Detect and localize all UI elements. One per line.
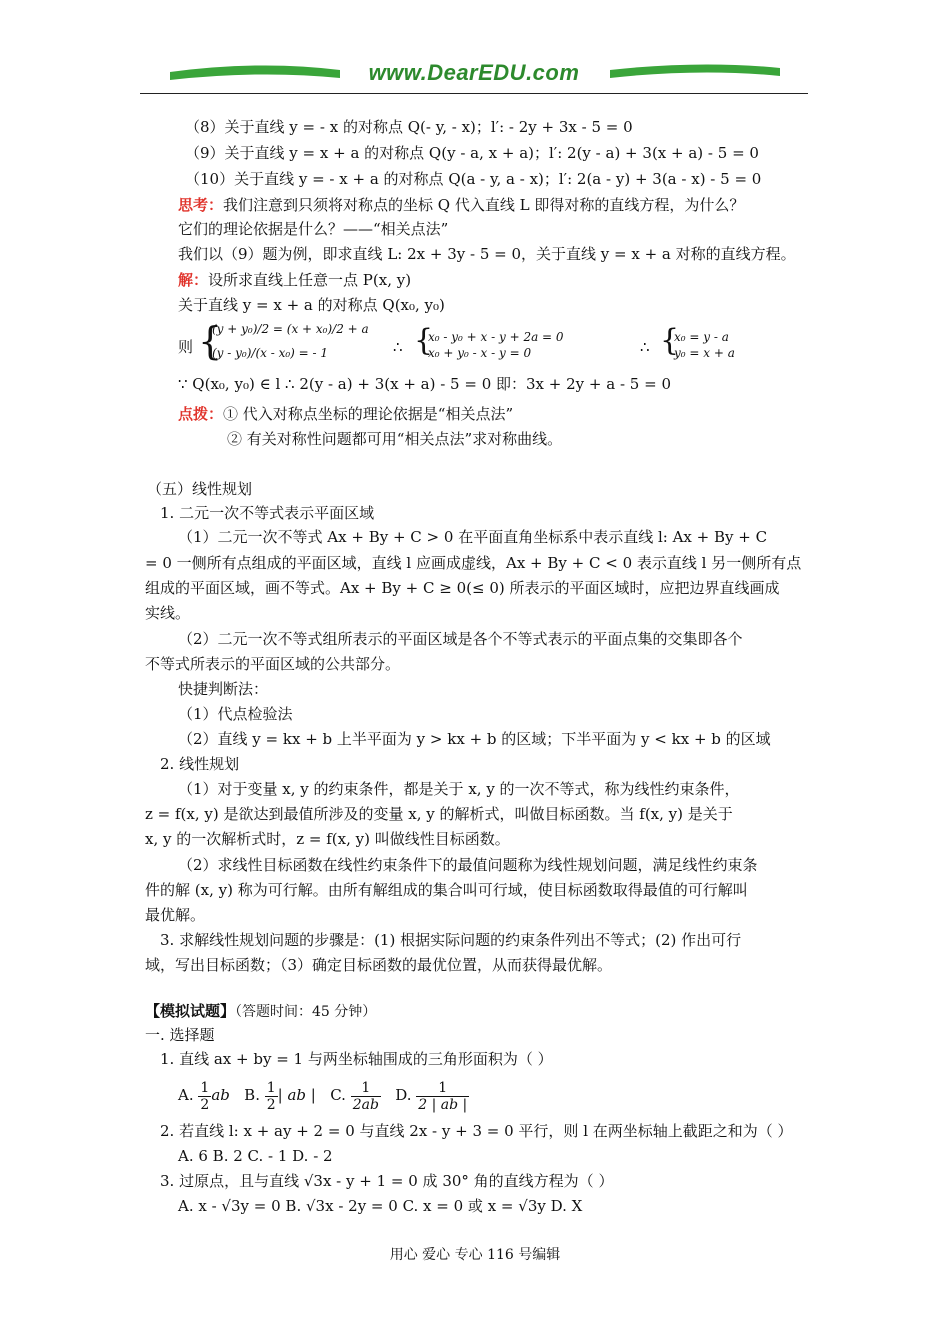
option-a-label: A. (178, 1086, 194, 1104)
item-10: （10）关于直线 y = - x + a 的对称点 Q(a - y, a - x)；l′: 2(a - y) + 3(a - x) - 5 = 0 (185, 170, 762, 188)
question-2: 2. 若直线 l: x + ay + 2 = 0 与直线 2x - y + 3 = 0 平行，则 l 在两坐标轴上截距之和为（ ） (160, 1122, 793, 1140)
quick-method: 快捷判断法： (178, 680, 269, 698)
para-1b: = 0 一侧所有点组成的平面区域，直线 l 应画成虚线，Ax + By + C < 0 表示直线 l 另一侧所有点 (145, 554, 802, 572)
lp-2a: （2）求线性目标函数在线性约束条件下的最值问题称为线性规划问题，满足线性约束条 (178, 856, 758, 874)
tip-line-1 (178, 403, 513, 425)
page-header (140, 58, 808, 94)
solution-line (178, 269, 411, 291)
option-a-den: 2 (200, 1096, 210, 1113)
mock-time: （答题时间：45 分钟） (235, 1004, 377, 1020)
item-8: （8）关于直线 y = - x 的对称点 Q(- y, - x)；l′: - 2y + 3x - 5 = 0 (185, 118, 633, 136)
steps-a: 3. 求解线性规划问题的步骤是：(1) 根据实际问题的约束条件列出不等式；(2) 作出可行 (160, 931, 742, 949)
para-1a: （1）二元一次不等式 Ax + By + C > 0 在平面直角坐标系中表示直线 l: Ax + By + C (178, 528, 768, 546)
brace-3: { (660, 323, 680, 358)
option-c-num: 1 (351, 1080, 381, 1097)
para-1d: 实线。 (145, 604, 191, 622)
option-c-fraction (351, 1080, 381, 1113)
option-b-tail: | ab | (277, 1086, 316, 1104)
think-line-2: 它们的理论依据是什么？——“相关点法” (178, 220, 449, 238)
subsection-1: 1. 二元一次不等式表示平面区域 (160, 504, 375, 522)
question-3: 3. 过原点，且与直线 √3x - y + 1 = 0 成 30° 角的直线方程为（ ） (160, 1172, 614, 1190)
therefore-2: ∴ (640, 338, 650, 356)
question-2-options: A. 6 B. 2 C. - 1 D. - 2 (178, 1147, 333, 1165)
para-2a: （2）二元一次不等式组所表示的平面区域是各个不等式表示的平面点集的交集即各个 (178, 630, 743, 648)
lp-2b: 件的解 (x, y) 称为可行解。由所有解组成的集合叫可行域，使目标函数取得最值的可行解叫 (145, 881, 748, 899)
system-3-eq-a: x₀ = y - a (674, 330, 729, 344)
header-rule (140, 93, 808, 94)
example-line: 我们以（9）题为例，即求直线 L: 2x + 3y - 5 = 0，关于直线 y = x + a 对称的直线方程。 (178, 245, 796, 263)
option-d-fraction (416, 1080, 469, 1113)
symmetric-point-line: 关于直线 y = x + a 的对称点 Q(x₀, y₀) (178, 296, 445, 314)
option-b-fraction (265, 1080, 278, 1113)
system-3-eq-b: y₀ = x + a (674, 346, 735, 360)
question-1: 1. 直线 ax + by = 1 与两坐标轴围成的三角形面积为（ ） (160, 1050, 553, 1068)
option-c-den: 2ab (352, 1096, 379, 1113)
choice-heading: 一. 选择题 (145, 1026, 215, 1044)
quick-2: （2）直线 y = kx + b 上半平面为 y > kx + b 的区域；下半平面为 y < kx + b 的区域 (178, 730, 771, 748)
para-1c: 组成的平面区域，画不等式。Ax + By + C ≥ 0(≤ 0) 所表示的平面区域时，应把边界直线画成 (145, 579, 780, 597)
item-9: （9）关于直线 y = x + a 的对称点 Q(y - a, x + a)；l′: 2(y - a) + 3(x + a) - 5 = 0 (185, 144, 759, 162)
think-text: 我们注意到只须将对称点的坐标 Q 代入直线 L 即得对称的直线方程，为什么？ (223, 196, 745, 214)
lp-1a: （1）对于变量 x, y 的约束条件，都是关于 x, y 的一次不等式，称为线性约束条件， (178, 780, 740, 798)
brace-2: { (414, 323, 434, 358)
option-a-fraction (198, 1080, 211, 1113)
therefore-1: ∴ (393, 338, 403, 356)
option-d-den: 2 | ab | (418, 1096, 468, 1113)
steps-b: 域，写出目标函数；（3）确定目标函数的最优位置，从而获得最优解。 (145, 956, 613, 974)
page-footer: 用心 爱心 专心 116 号编辑 (389, 1247, 561, 1263)
question-1-options (178, 1075, 469, 1115)
lp-2c: 最优解。 (145, 906, 206, 924)
then-label: 则 (178, 338, 194, 356)
option-a-num: 1 (200, 1079, 210, 1096)
option-d-label: D. (395, 1086, 412, 1104)
quick-1: （1）代点检验法 (178, 705, 293, 723)
option-c-label: C. (330, 1086, 346, 1104)
para-2b: 不等式所表示的平面区域的公共部分。 (145, 655, 401, 673)
solution-text: 设所求直线上任意一点 P(x, y) (208, 271, 412, 289)
option-b-label: B. (244, 1086, 260, 1104)
system-1-eq-a: (y + y₀)/2 = (x + x₀)/2 + a (212, 322, 369, 336)
lp-1b: z = f(x, y) 是欲达到最值所涉及的变量 x, y 的解析式，叫做目标函数。当 f(x, y) 是关于 (145, 805, 733, 823)
option-b-num: 1 (266, 1079, 276, 1096)
option-b-den: 2 (266, 1096, 276, 1113)
because-line: ∵ Q(x₀, y₀) ∈ l ∴ 2(y - a) + 3(x + a) - 5 = 0 即：3x + 2y + a - 5 = 0 (178, 375, 671, 393)
tip-1: ① 代入对称点坐标的理论依据是“相关点法” (223, 405, 514, 423)
option-d-num: 1 (416, 1080, 469, 1097)
mock-title: 【模拟试题】 (145, 1002, 236, 1020)
tip-2: ② 有关对称性问题都可用“相关点法”求对称曲线。 (227, 430, 563, 448)
solution-label: 解： (178, 271, 209, 289)
section-5-title: （五）线性规划 (147, 480, 253, 498)
brace-1: { (198, 319, 223, 363)
tip-label: 点拨： (178, 405, 224, 423)
subsection-2: 2. 线性规划 (160, 755, 240, 773)
think-label: 思考： (178, 196, 224, 214)
system-2-eq-a: x₀ - y₀ + x - y + 2a = 0 (428, 330, 564, 344)
site-name: www.DearEDU.com (368, 60, 580, 85)
lp-1c: x, y 的一次解析式时，z = f(x, y) 叫做线性目标函数。 (145, 830, 510, 848)
question-3-options: A. x - √3y = 0 B. √3x - 2y = 0 C. x = 0 或 x = √3y D. X (178, 1197, 583, 1215)
system-2-eq-b: x₀ + y₀ - x - y = 0 (428, 346, 532, 360)
think-line (178, 194, 744, 216)
system-1-eq-b: (y - y₀)/(x - x₀) = - 1 (212, 346, 329, 360)
option-a-tail: ab (211, 1086, 230, 1104)
mock-heading (145, 1000, 376, 1023)
